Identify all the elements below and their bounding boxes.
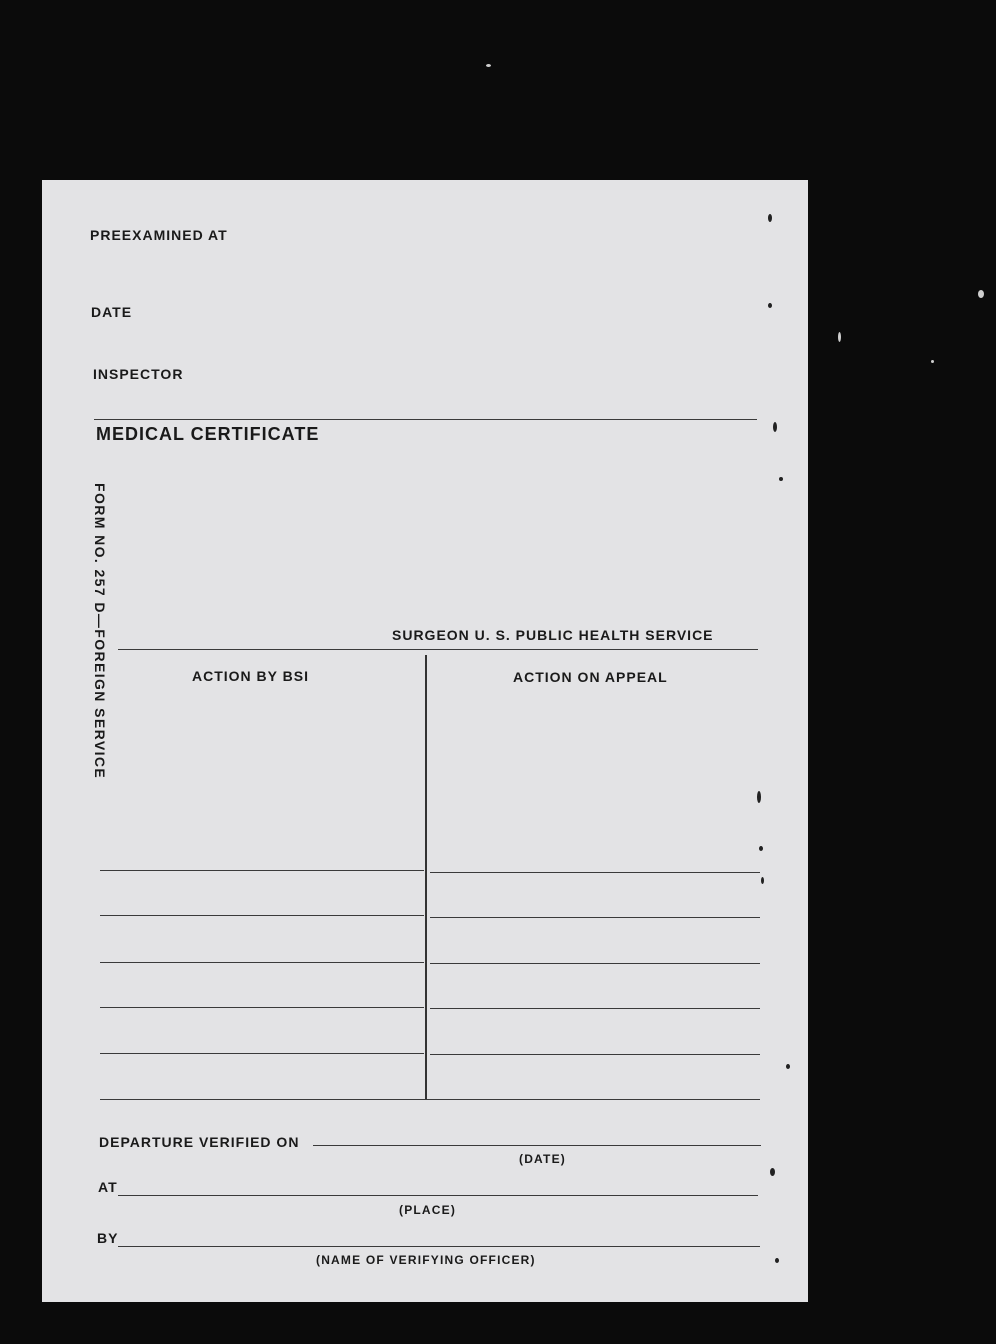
table-row-line <box>430 1008 760 1009</box>
scan-speck <box>768 214 772 222</box>
table-row-line <box>430 1054 760 1055</box>
departure-label: DEPARTURE VERIFIED ON <box>99 1134 300 1150</box>
officer-caption: (NAME OF VERIFYING OFFICER) <box>316 1253 536 1267</box>
divider-line <box>94 419 757 420</box>
scan-speck <box>978 290 984 298</box>
table-row-line <box>100 915 424 916</box>
table-row-line <box>430 963 760 964</box>
date-caption: (DATE) <box>519 1152 566 1166</box>
certificate-title: MEDICAL CERTIFICATE <box>96 424 320 444</box>
table-bottom-line <box>100 1099 760 1100</box>
place-caption: (PLACE) <box>399 1203 457 1217</box>
date-label: DATE <box>91 304 133 320</box>
scan-speck <box>775 1258 779 1263</box>
scan-speck <box>786 1064 790 1069</box>
table-row-line <box>100 1053 424 1054</box>
inspector-label: INSPECTOR <box>93 366 184 382</box>
table-row-line <box>430 917 760 918</box>
scan-speck <box>486 64 491 67</box>
scan-speck <box>761 877 764 884</box>
action-appeal-heading: ACTION ON APPEAL <box>513 669 668 685</box>
surgeon-signature-label: SURGEON U. S. PUBLIC HEALTH SERVICE <box>392 627 714 643</box>
scan-speck <box>770 1168 775 1176</box>
form-number-label: FORM NO. 257 D—FOREIGN SERVICE <box>92 483 108 780</box>
table-row-line <box>100 870 424 871</box>
at-label: AT <box>98 1179 118 1195</box>
table-row-line <box>100 962 424 963</box>
place-line <box>118 1195 758 1196</box>
column-divider <box>425 655 427 1100</box>
divider-line <box>118 649 758 650</box>
scan-speck <box>931 360 934 363</box>
by-label: BY <box>97 1230 119 1246</box>
scan-speck <box>838 332 841 342</box>
action-bsi-heading: ACTION BY BSI <box>192 668 309 684</box>
scan-speck <box>779 477 783 481</box>
scan-speck <box>759 846 763 851</box>
table-row-line <box>430 872 760 873</box>
preexamined-label: PREEXAMINED AT <box>90 227 228 243</box>
officer-line <box>118 1246 760 1247</box>
scan-speck <box>773 422 777 432</box>
departure-date-line <box>313 1145 761 1146</box>
scan-speck <box>757 791 761 803</box>
scan-speck <box>768 303 772 308</box>
table-row-line <box>100 1007 424 1008</box>
